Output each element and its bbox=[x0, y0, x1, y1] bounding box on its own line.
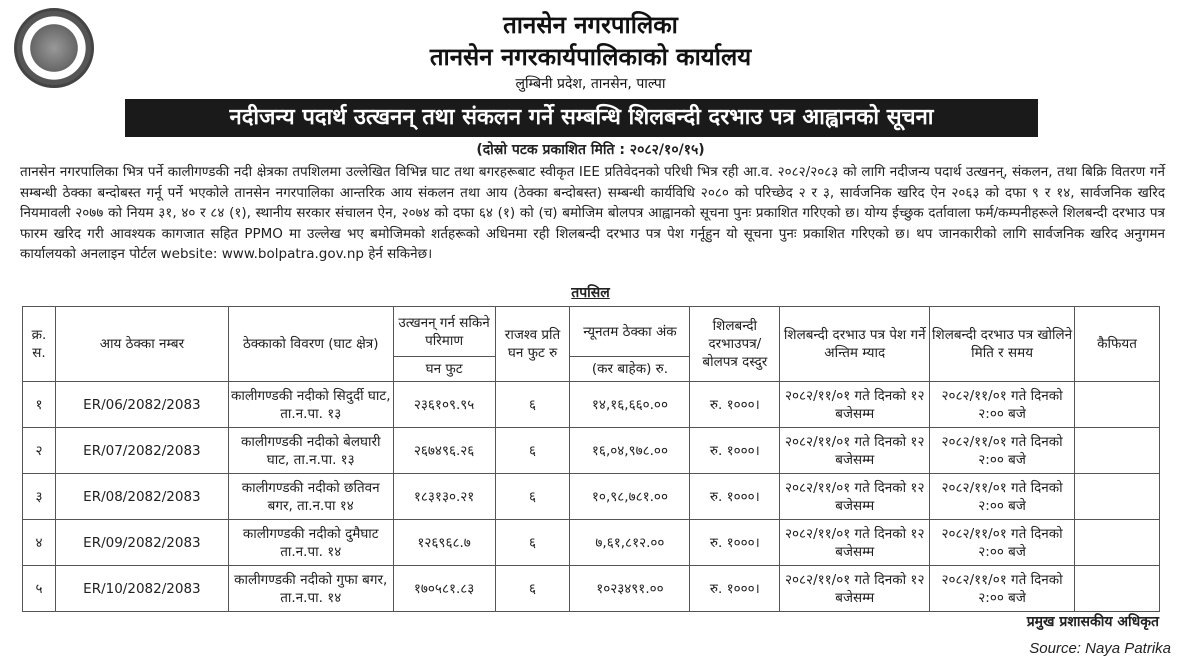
cell-rate: ६ bbox=[495, 428, 570, 474]
cell-contract-no: ER/07/2082/2083 bbox=[55, 428, 228, 474]
cell-fee: रु. १०००। bbox=[690, 566, 780, 612]
cell-min-amount: ७,६१,८१२.०० bbox=[570, 520, 690, 566]
cell-contract-no: ER/06/2082/2083 bbox=[55, 382, 228, 428]
cell-sn: ३ bbox=[23, 474, 56, 520]
cell-quantity: २६७४९६.२६ bbox=[393, 428, 495, 474]
table-row bbox=[23, 382, 1160, 428]
cell-sn: १ bbox=[23, 382, 56, 428]
cell-description: कालीगण्डकी नदीको दुमैघाट ता.न.पा. १४ bbox=[228, 520, 393, 566]
cell-opening: २०८२/११/०१ गते दिनको २:०० बजे bbox=[930, 382, 1075, 428]
address: लुम्बिनी प्रदेश, तानसेन, पाल्पा bbox=[515, 76, 666, 92]
subheader-tax: (कर बाहेक) रु. bbox=[570, 357, 690, 382]
cell-remarks bbox=[1075, 474, 1160, 520]
header-description: ठेक्काको विवरण (घाट क्षेत्र) bbox=[228, 307, 393, 382]
cell-rate: ६ bbox=[495, 520, 570, 566]
cell-opening: २०८२/११/०१ गते दिनको २:०० बजे bbox=[930, 566, 1075, 612]
tender-table bbox=[22, 306, 1160, 612]
table-row bbox=[23, 474, 1160, 520]
subheader-unit: घन फुट bbox=[393, 357, 495, 382]
cell-fee: रु. १०००। bbox=[690, 520, 780, 566]
cell-contract-no: ER/10/2082/2083 bbox=[55, 566, 228, 612]
cell-remarks bbox=[1075, 428, 1160, 474]
office-name: तानसेन नगरकार्यपालिकाको कार्यालय bbox=[429, 43, 752, 71]
header-sn: क्र. स. bbox=[23, 307, 56, 382]
cell-fee: रु. १०००। bbox=[690, 382, 780, 428]
cell-opening: २०८२/११/०१ गते दिनको २:०० बजे bbox=[930, 474, 1075, 520]
cell-deadline: २०८२/११/०१ गते दिनको १२ बजेसम्म bbox=[780, 428, 930, 474]
cell-description: कालीगण्डकी नदीको सिदुर्दी घाट, ता.न.पा. १३ bbox=[228, 382, 393, 428]
cell-deadline: २०८२/११/०१ गते दिनको १२ बजेसम्म bbox=[780, 520, 930, 566]
cell-remarks bbox=[1075, 382, 1160, 428]
cell-rate: ६ bbox=[495, 566, 570, 612]
cell-deadline: २०८२/११/०१ गते दिनको १२ बजेसम्म bbox=[780, 474, 930, 520]
cell-fee: रु. १०००। bbox=[690, 474, 780, 520]
header-deadline: शिलबन्दी दरभाउ पत्र पेश गर्ने अन्तिम म्याद bbox=[780, 307, 930, 382]
notice-body: तानसेन नगरपालिका भित्र पर्ने कालीगण्डकी नदी क्षेत्रका तपशिलमा उल्लेखित विभिन्न घाट तथा बगरहरूबाट स्वीकृत IEE प्रतिवेदनको परिधी भित्र रही आ.व. २०८२/२०८३ को लागि नदीजन्य पदार्थ उत्खनन्, संकलन, तथा बिक्रि वितरण गर्ने सम्बन्धी ठेक्का बन्दोबस्त गर्नू पर्ने भएकोले तानसेन नगरपालिका आन्तरिक आय संकलन तथा आय (ठेक्का बन्दोबस्त) सम्बन्धी कार्यविधि २०८० को परिच्छेद २ र ३, सार्वजनिक खरिद ऐन २०६३ को दफा ९ र १४, सार्वजनिक खरिद नियमावली २०७७ को नियम ३१, ४० र ८४ (१), स्थानीय सरकार संचालन ऐन, २०७४ को दफा ६४ (१) को (च) बमोजिम बोलपत्र आह्वानको सूचना पुनः प्रकाशित गरिएको छ। योग्य ईच्छुक दर्तावाला फर्म/कम्पनीहरूले शिलबन्दी दरभाउ पत्र फारम खरिद गरी आवश्यक कागजात सहित PPMO मा उल्लेख भए बमोजिमको शर्तहरूको अधिनमा रही शिलबन्दी दरभाउ पत्र पेश गर्नूहुन यो सूचना पुनः प्रकाशित गरिएको छ। थप जानकारीको लागि सार्वजनिक खरिद अनुगमन कार्यालयको अनलाइन पोर्टल website: www.bolpatra.gov.np हेर्न सकिनेछ। bbox=[20, 164, 1165, 262]
cell-min-amount: १०,९८,७८१.०० bbox=[570, 474, 690, 520]
municipality-name: तानसेन नगरपालिका bbox=[503, 11, 678, 39]
cell-quantity: १८३१३०.२१ bbox=[393, 474, 495, 520]
cell-description: कालीगण्डकी नदीको गुफा बगर, ता.न.पा. १४ bbox=[228, 566, 393, 612]
cell-opening: २०८२/११/०१ गते दिनको २:०० बजे bbox=[930, 520, 1075, 566]
publish-date: (दोस्रो पटक प्रकाशित मिति : २०८२/१०/१५) bbox=[476, 142, 705, 158]
cell-min-amount: १६,०४,९७८.०० bbox=[570, 428, 690, 474]
cell-remarks bbox=[1075, 566, 1160, 612]
header-rate: राजश्व प्रति घन फुट रु bbox=[495, 307, 570, 382]
cell-rate: ६ bbox=[495, 382, 570, 428]
cell-contract-no: ER/08/2082/2083 bbox=[55, 474, 228, 520]
header-fee: शिलबन्दी दरभाउपत्र/ बोलपत्र दस्दुर bbox=[690, 307, 780, 382]
cell-description: कालीगण्डकी नदीको बेलघारी घाट, ता.न.पा. १३ bbox=[228, 428, 393, 474]
cell-rate: ६ bbox=[495, 474, 570, 520]
cell-quantity: २३६१०९.९५ bbox=[393, 382, 495, 428]
table-row bbox=[23, 566, 1160, 612]
cell-contract-no: ER/09/2082/2083 bbox=[55, 520, 228, 566]
cell-min-amount: १४,१६,६६०.०० bbox=[570, 382, 690, 428]
cell-sn: २ bbox=[23, 428, 56, 474]
table-row bbox=[23, 520, 1160, 566]
cell-remarks bbox=[1075, 520, 1160, 566]
cell-quantity: १७०५८१.८३ bbox=[393, 566, 495, 612]
header-opening: शिलबन्दी दरभाउ पत्र खोलिने मिति र समय bbox=[930, 307, 1075, 382]
cell-quantity: १२६९६८.७ bbox=[393, 520, 495, 566]
header-contract-no: आय ठेक्का नम्बर bbox=[55, 307, 228, 382]
notice-title: नदीजन्य पदार्थ उत्खनन् तथा संकलन गर्ने सम्बन्धि शिलबन्दी दरभाउ पत्र आह्वानको सूचना bbox=[125, 99, 1038, 137]
table-row bbox=[23, 428, 1160, 474]
cell-deadline: २०८२/११/०१ गते दिनको १२ बजेसम्म bbox=[780, 382, 930, 428]
cell-description: कालीगण्डकी नदीको छतिवन बगर, ता.न.पा १४ bbox=[228, 474, 393, 520]
header-quantity: उत्खनन् गर्न सकिने परिमाण bbox=[393, 307, 495, 357]
cell-sn: ४ bbox=[23, 520, 56, 566]
cell-fee: रु. १०००। bbox=[690, 428, 780, 474]
signatory: प्रमुख प्रशासकीय अधिकृत bbox=[1026, 614, 1159, 630]
cell-min-amount: १०२३४९१.०० bbox=[570, 566, 690, 612]
table-caption: तपसिल bbox=[571, 285, 610, 301]
cell-sn: ५ bbox=[23, 566, 56, 612]
header-remarks: कैफियत bbox=[1075, 307, 1160, 382]
header-min-amount: न्यूनतम ठेक्का अंक bbox=[570, 307, 690, 357]
source-credit: Source: Naya Patrika bbox=[1029, 640, 1171, 657]
cell-opening: २०८२/११/०१ गते दिनको २:०० बजे bbox=[930, 428, 1075, 474]
cell-deadline: २०८२/११/०१ गते दिनको १२ बजेसम्म bbox=[780, 566, 930, 612]
